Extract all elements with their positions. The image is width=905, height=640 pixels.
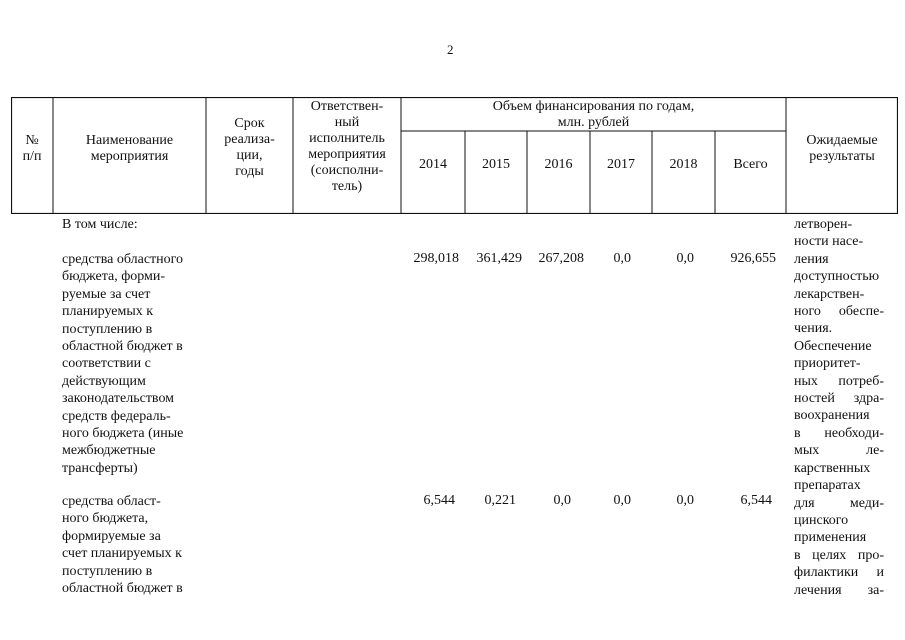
row1-value-total: 926,655: [730, 251, 776, 266]
row2-value-2017: 0,0: [613, 493, 631, 508]
row1-value-2016: 267,208: [538, 251, 584, 266]
header-col-term: Срок реализа- ции, годы: [224, 116, 275, 179]
row2-value-2014: 6,544: [423, 493, 455, 508]
header-year-2015: 2015: [482, 157, 510, 172]
header-year-2018: 2018: [669, 157, 698, 172]
row1-value-2014: 298,018: [413, 251, 459, 266]
row1-value-2017: 0,0: [613, 251, 631, 266]
header-year-2014: 2014: [419, 157, 447, 172]
header-col-number: № п/п: [22, 133, 42, 164]
header-col-results: Ожидаемые результаты: [806, 133, 878, 164]
header-col-executor: Ответствен- ный исполнитель мероприятия (соисполни- тель): [308, 99, 386, 194]
row1-name: средства областного бюджета, форми- руемые за счет планируемых к поступлению в областной бюджет в соответствии с действующим законодательством средств федераль- ного бюджета (иные межбюджетные трансферты): [62, 252, 184, 476]
row2-value-2016: 0,0: [553, 493, 571, 508]
header-col-name: Наименование мероприятия: [85, 133, 174, 164]
row1-value-2015: 361,429: [476, 251, 522, 266]
header-col-funding: Объем финансирования по годам, млн. рублей: [492, 99, 695, 130]
row2-value-total: 6,544: [740, 493, 772, 508]
row1-value-2018: 0,0: [676, 251, 694, 266]
row2-name: средства област- ного бюджета, формируемые за счет планируемых к поступлению в областной бюджет в: [62, 494, 183, 597]
page-number: 2: [447, 42, 454, 57]
subtitle: В том числе:: [62, 217, 138, 232]
header-year-2017: 2017: [607, 157, 635, 172]
header-total: Всего: [733, 157, 768, 172]
row2-value-2015: 0,221: [484, 493, 516, 508]
row2-value-2018: 0,0: [676, 493, 694, 508]
expected-results: летворен- ности насе- ления доступностью лекарствен- ного обеспе- чения. Обеспечение приоритет- ных потреб- ностей здра- воохранения в необходи- мых ле- карственных препаратах для меди- цинского применения в целях про- филактики и лечения за-: [794, 217, 884, 598]
header-year-2016: 2016: [544, 157, 573, 172]
